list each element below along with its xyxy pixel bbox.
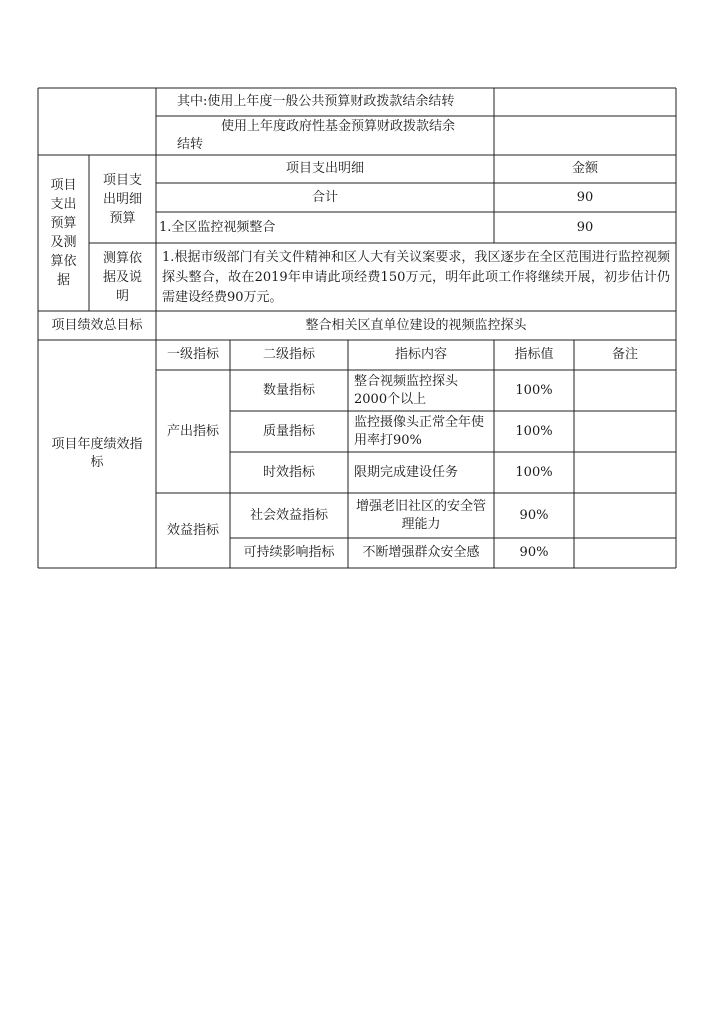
detail-budget-label: 项目支 出明细 预算	[102, 172, 142, 226]
table-row-content: 不断增强群众安全感	[362, 545, 480, 560]
table-row-remark	[574, 411, 676, 452]
table-row-value: 100%	[515, 423, 553, 439]
expenditure-section-label: 项目 支出 预算 及测 算依 据	[50, 178, 77, 288]
header-value: 指标值	[514, 347, 554, 362]
table-row-level2: 数量指标	[262, 382, 315, 398]
table-row-level2: 可持续影响指标	[243, 545, 335, 560]
total-amount: 90	[576, 189, 594, 205]
table-row-remark	[574, 452, 676, 493]
table-row-remark	[574, 538, 676, 568]
header-level1: 一级指标	[166, 347, 219, 362]
total-label: 合计	[311, 189, 338, 205]
item-label: 1.全区监控视频整合	[159, 219, 276, 235]
detail-header: 项目支出明细	[285, 161, 364, 176]
table-row-level2: 社会效益指标	[249, 507, 328, 523]
table-row-content: 整合视频监控探头2000个以上	[354, 373, 459, 407]
header-level2: 二级指标	[262, 347, 315, 362]
general-surplus-label: 其中:使用上年度一般公共预算财政拨款结余结转	[177, 94, 455, 109]
item-amount: 90	[576, 219, 594, 235]
basis-text: 1.根据市级部门有关文件精神和区人大有关议案要求，我区逐步在全区范围进行监控视频探头整合，故在2019年申请此项经费150万元，明年此项工作将继续开展，初步估计仍需建设经费90万元。	[162, 250, 670, 305]
overall-goal-text: 整合相关区直单位建设的视频监控探头	[305, 317, 527, 333]
annual-performance-label: 项目年度绩效指标	[51, 437, 143, 470]
basis-label: 测算依 据及说 明	[102, 250, 142, 304]
amount-header: 金额	[571, 161, 598, 176]
table-row-value: 100%	[515, 382, 553, 398]
table-row-value: 90%	[519, 545, 549, 560]
benefit-indicator-label: 效益指标	[166, 522, 219, 538]
table-row-remark	[574, 493, 676, 538]
header-remark: 备注	[611, 347, 638, 362]
table-row-value: 100%	[515, 464, 553, 480]
table-row-level2: 时效指标	[262, 464, 315, 480]
output-indicator-label: 产出指标	[166, 423, 219, 439]
table-row-value: 90%	[519, 507, 549, 523]
overall-goal-label: 项目绩效总目标	[51, 317, 143, 333]
header-content: 指标内容	[394, 347, 447, 362]
table-row-content: 限期完成建设任务	[354, 464, 459, 480]
table-row-content: 监控摄像头正常全年使用率打90%	[354, 414, 485, 448]
table-row-level2: 质量指标	[262, 423, 315, 439]
fund-surplus-label: 使用上年度政府性基金预算财政拨款结余 结转	[177, 118, 456, 152]
table-row-content: 增强老旧社区的安全管理能力	[355, 498, 486, 532]
table-row-remark	[574, 370, 676, 411]
